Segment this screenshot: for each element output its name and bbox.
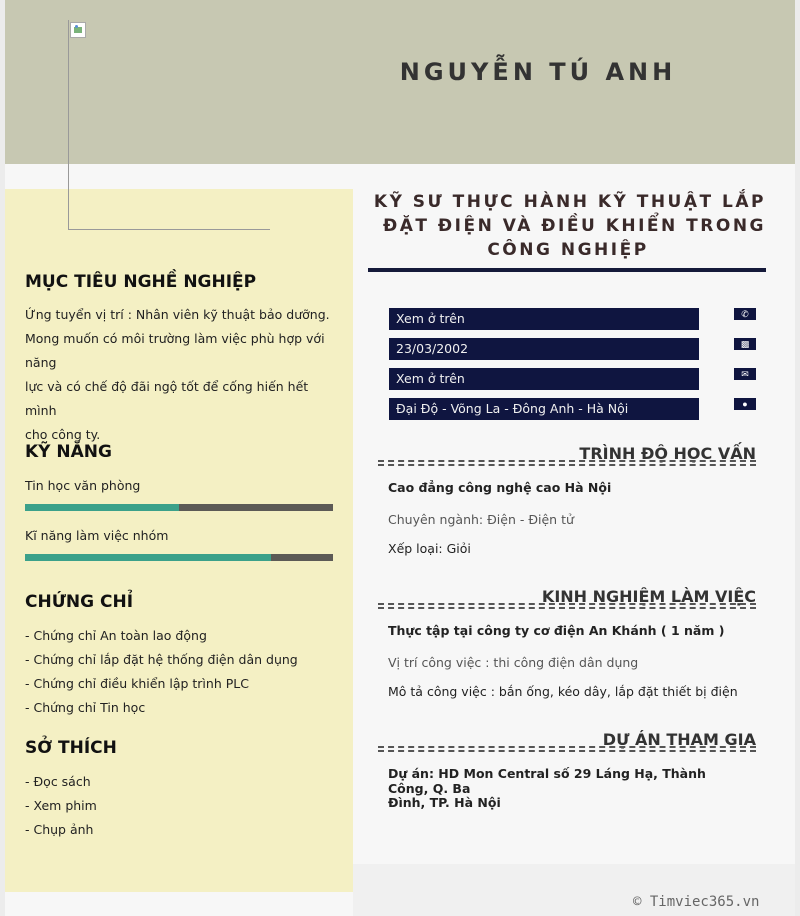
title-divider — [368, 268, 766, 272]
avatar — [68, 20, 270, 230]
skill-fill — [25, 554, 271, 561]
hobbies-title: SỞ THÍCH — [25, 738, 117, 758]
certificate-item: - Chứng chỉ lắp đặt hệ thống điện dân dụng — [25, 652, 298, 667]
objective-title: MỤC TIÊU NGHỀ NGHIỆP — [25, 272, 257, 292]
objective-line: Ứng tuyển vị trí : Nhân viên kỹ thuật bảo dưỡng. — [25, 307, 330, 322]
experience-description: Mô tả công việc : bắn ống, kéo dây, lắp đặt thiết bị điện — [388, 684, 738, 699]
hobby-item: - Xem phim — [25, 798, 97, 813]
section-divider — [378, 460, 756, 466]
job-title — [370, 190, 766, 262]
experience-position: Vị trí công việc : thi công điện dân dụng — [388, 655, 639, 670]
education-title: TRÌNH ĐỘ HỌC VẤN — [579, 444, 756, 463]
section-divider — [378, 746, 756, 752]
envelope-icon: ✉ — [734, 368, 756, 380]
certificates-title: CHỨNG CHỈ — [25, 592, 134, 612]
skill-bar — [25, 504, 333, 511]
job-title-line: CÔNG NGHIỆP — [487, 240, 649, 260]
hobby-item: - Đọc sách — [25, 774, 91, 789]
birthday-field: 23/03/2002 — [389, 338, 699, 360]
job-title-line: KỸ SƯ THỰC HÀNH KỸ THUẬT LẮP — [373, 192, 766, 212]
objective-text — [25, 303, 337, 447]
hobby-item: - Chụp ảnh — [25, 822, 94, 837]
address-field: Đại Độ - Võng La - Đông Anh - Hà Nội — [389, 398, 699, 420]
objective-line: cho công ty. — [25, 427, 101, 442]
education-grade: Xếp loại: Giỏi — [388, 541, 471, 556]
job-title-line: ĐẶT ĐIỆN VÀ ĐIỀU KHIỂN TRONG — [382, 216, 766, 236]
candidate-name: NGUYỄN TÚ ANH — [399, 58, 677, 86]
section-divider — [378, 603, 756, 609]
project-line: Đình, TP. Hà Nội — [388, 795, 501, 810]
certificate-item: - Chứng chỉ Tin học — [25, 700, 146, 715]
objective-line: Mong muốn có môi trường làm việc phù hợp với năng — [25, 331, 325, 370]
education-major: Chuyên ngành: Điện - Điện tử — [388, 512, 574, 527]
experience-company: Thực tập tại công ty cơ điện An Khánh ( 1 năm ) — [388, 623, 725, 638]
projects-title: DỰ ÁN THAM GIA — [602, 730, 756, 749]
email-field: Xem ở trên — [389, 368, 699, 390]
cv-page — [5, 0, 795, 916]
experience-title: KINH NGHIỆM LÀM VIỆC — [541, 587, 756, 606]
education-school: Cao đẳng công nghệ cao Hà Nội — [388, 480, 612, 495]
phone-icon: ✆ — [734, 308, 756, 320]
certificate-item: - Chứng chỉ An toàn lao động — [25, 628, 207, 643]
skill-label: Tin học văn phòng — [25, 478, 141, 493]
phone-field: Xem ở trên — [389, 308, 699, 330]
map-pin-icon: ● — [734, 398, 756, 410]
skill-bar — [25, 554, 333, 561]
objective-line: lực và có chế độ đãi ngộ tốt để cống hiến hết mình — [25, 379, 309, 418]
skills-title: KỸ NĂNG — [25, 442, 112, 462]
skill-label: Kĩ năng làm việc nhóm — [25, 528, 169, 543]
broken-image-icon — [70, 22, 86, 38]
skill-fill — [25, 504, 179, 511]
cake-icon: ▩ — [734, 338, 756, 350]
watermark: © Timviec365.vn — [633, 894, 760, 910]
project-line: Dự án: HD Mon Central số 29 Láng Hạ, Thành Công, Q. Ba — [388, 766, 706, 796]
certificate-item: - Chứng chỉ điều khiển lập trình PLC — [25, 676, 249, 691]
